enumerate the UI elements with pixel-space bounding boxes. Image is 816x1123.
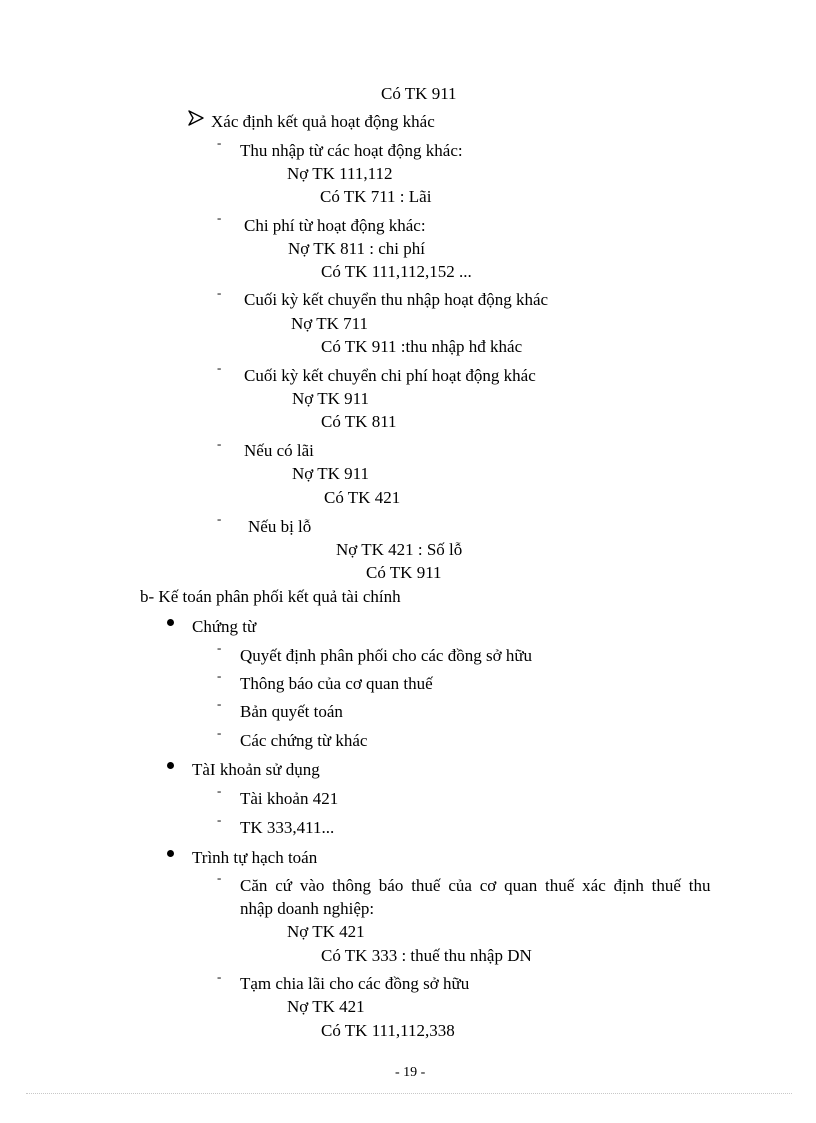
entry-debit: Nợ TK 421 (287, 997, 365, 1016)
entry-debit: Nợ TK 111,112 (287, 164, 393, 183)
dash-bullet: - (217, 640, 222, 655)
entry-debit: Nợ TK 421 : Số lỗ (336, 540, 463, 559)
arrow-bullet-icon (188, 110, 204, 126)
page-number: - 19 - (395, 1065, 426, 1080)
entry-debit: Nợ TK 811 : chi phí (288, 239, 425, 258)
entry-credit: Có TK 333 : thuế thu nhập DN (321, 946, 532, 965)
list-heading: TàI khoản sử dụng (192, 760, 320, 779)
list-item: Tạm chia lãi cho các đồng sở hữu (240, 974, 470, 993)
text-line: Cuối kỳ kết chuyển thu nhập hoạt động khác (244, 290, 549, 309)
entry-debit: Nợ TK 911 (292, 464, 369, 483)
entry-debit: Nợ TK 421 (287, 922, 365, 941)
text-line: Thu nhập từ các hoạt động khác: (240, 141, 463, 160)
list-heading: Chứng từ (192, 617, 257, 636)
entry-credit: Có TK 711 : Lãi (320, 187, 432, 206)
list-item: Bản quyết toán (240, 702, 343, 721)
bullet-dot (167, 850, 174, 857)
section-heading: b- Kế toán phân phối kết quả tài chính (140, 587, 401, 606)
dash-bullet: - (217, 285, 222, 300)
dash-bullet: - (217, 725, 222, 740)
dash-bullet: - (217, 969, 222, 984)
entry-credit: Có TK 421 (324, 488, 401, 507)
entry-credit: Có TK 111,112,338 (321, 1021, 455, 1040)
dash-bullet: - (217, 436, 222, 451)
entry-credit: Có TK 811 (321, 412, 397, 431)
section-heading: Xác định kết quả hoạt động khác (211, 112, 435, 131)
bullet-dot (167, 619, 174, 626)
dash-bullet: - (217, 696, 222, 711)
dash-bullet: - (217, 870, 222, 885)
dash-bullet: - (217, 812, 222, 827)
list-item: Quyết định phân phối cho các đồng sở hữu (240, 646, 533, 665)
entry-credit: Có TK 111,112,152 ... (321, 262, 472, 281)
list-heading: Trình tự hạch toán (192, 848, 318, 867)
list-item: TK 333,411... (240, 818, 335, 837)
text-line: Nếu có lãi (244, 441, 314, 460)
text-line: Cuối kỳ kết chuyển chi phí hoạt động khác (244, 366, 536, 385)
list-item: Thông báo của cơ quan thuế (240, 674, 433, 693)
entry-credit: Có TK 911 :thu nhập hđ khác (321, 337, 523, 356)
dash-bullet: - (217, 783, 222, 798)
dash-bullet: - (217, 511, 222, 526)
entry-credit: Có TK 911 (366, 563, 442, 582)
text-line: Có TK 911 (381, 84, 457, 103)
list-item: Tài khoản 421 (240, 789, 339, 808)
dash-bullet: - (217, 210, 222, 225)
dash-bullet: - (217, 668, 222, 683)
text-line: Chi phí từ hoạt động khác: (244, 216, 426, 235)
dash-bullet: - (217, 135, 222, 150)
list-item-continued: nhập doanh nghiệp: (240, 899, 375, 918)
dash-bullet: - (217, 360, 222, 375)
entry-debit: Nợ TK 911 (292, 389, 369, 408)
list-item: Căn cứ vào thông báo thuế của cơ quan thuế xác định thuế thu (240, 876, 711, 895)
list-item: Các chứng từ khác (240, 731, 368, 750)
entry-debit: Nợ TK 711 (291, 314, 368, 333)
bullet-dot (167, 762, 174, 769)
page-footer-divider (26, 1093, 792, 1094)
text-line: Nếu bị lỗ (248, 517, 312, 536)
